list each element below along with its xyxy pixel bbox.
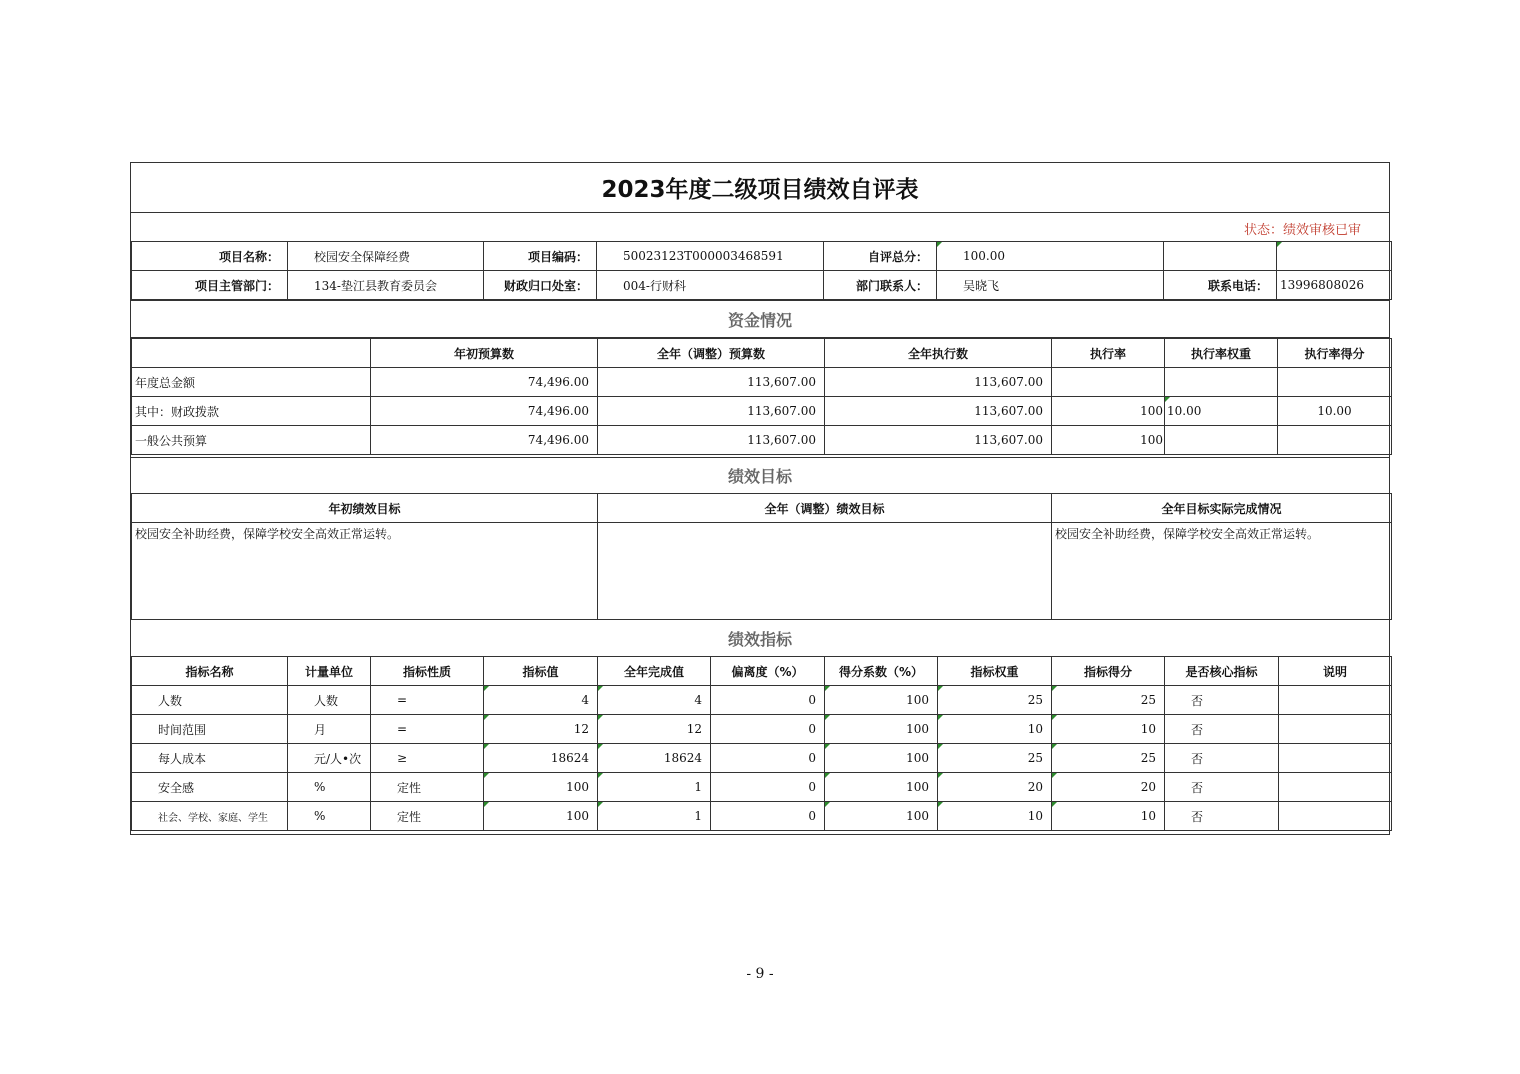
fund-initial: 74,496.00 (371, 397, 598, 426)
indicator-deviation: 0 (711, 715, 825, 744)
info-row-2 (132, 271, 1392, 300)
indicator-target: 100 (484, 773, 598, 802)
dept-label: 项目主管部门： (132, 271, 288, 300)
contact-person: 吴晓飞 (937, 271, 1164, 300)
page-number: - 9 - (746, 966, 774, 982)
fund-initial: 74,496.00 (371, 368, 598, 397)
indicator-weight: 25 (938, 686, 1052, 715)
indicator-unit: 月 (288, 715, 371, 744)
goals-table (131, 493, 1392, 620)
indicator-coefficient: 100 (825, 773, 938, 802)
project-name: 校园安全保障经费 (288, 242, 484, 271)
info-row-1 (132, 242, 1392, 271)
fund-name: 年度总金额 (132, 368, 371, 397)
finance-office: 004-行财科 (597, 271, 824, 300)
indicator-core: 否 (1165, 744, 1279, 773)
indicator-target: 4 (484, 686, 598, 715)
indicator-row (132, 744, 1392, 773)
empty-cell (1277, 242, 1392, 271)
indicator-name: 社会、学校、家庭、学生 (132, 802, 288, 831)
indicator-core: 否 (1165, 715, 1279, 744)
indicator-name: 安全感 (132, 773, 288, 802)
fund-rate (1052, 368, 1165, 397)
col-actual-result: 全年目标实际完成情况 (1052, 494, 1392, 523)
indicator-core: 否 (1165, 802, 1279, 831)
fund-weight (1165, 368, 1278, 397)
indicator-coefficient: 100 (825, 686, 938, 715)
indicator-nature: 定性 (371, 802, 484, 831)
indicators-table (131, 656, 1392, 831)
col-deviation: 偏离度（%） (711, 657, 825, 686)
col-actual: 全年完成值 (598, 657, 711, 686)
indicator-note (1279, 686, 1392, 715)
indicator-weight: 25 (938, 744, 1052, 773)
indicator-target: 12 (484, 715, 598, 744)
indicator-actual: 4 (598, 686, 711, 715)
phone: 13996808026 (1277, 271, 1392, 300)
indicator-name: 人数 (132, 686, 288, 715)
fund-score (1278, 368, 1392, 397)
phone-label: 联系电话： (1164, 271, 1277, 300)
indicator-unit: 人数 (288, 686, 371, 715)
indicator-weight: 20 (938, 773, 1052, 802)
indicator-score: 20 (1052, 773, 1165, 802)
fund-executed: 113,607.00 (825, 426, 1052, 455)
col-exec-score: 执行率得分 (1278, 339, 1392, 368)
funds-table (131, 338, 1392, 455)
col-core: 是否核心指标 (1165, 657, 1279, 686)
empty-cell (132, 339, 371, 368)
fund-name: 其中：财政拨款 (132, 397, 371, 426)
indicator-nature: = (371, 715, 484, 744)
goals-header-row (132, 494, 1392, 523)
fund-initial: 74,496.00 (371, 426, 598, 455)
fund-score (1278, 426, 1392, 455)
funds-row (132, 397, 1392, 426)
col-nature: 指标性质 (371, 657, 484, 686)
fund-rate: 100 (1052, 397, 1165, 426)
indicator-note (1279, 715, 1392, 744)
col-weight: 指标权重 (938, 657, 1052, 686)
fund-adjusted: 113,607.00 (598, 426, 825, 455)
indicator-target: 100 (484, 802, 598, 831)
col-note: 说明 (1279, 657, 1392, 686)
indicator-score: 10 (1052, 715, 1165, 744)
col-target: 指标值 (484, 657, 598, 686)
indicator-deviation: 0 (711, 773, 825, 802)
funds-row (132, 368, 1392, 397)
project-name-label: 项目名称： (132, 242, 288, 271)
sheet-title: 2023年度二级项目绩效自评表 (131, 163, 1389, 213)
indicator-name: 每人成本 (132, 744, 288, 773)
indicator-actual: 1 (598, 773, 711, 802)
fund-weight: 10.00 (1165, 397, 1278, 426)
goals-section-title: 绩效目标 (131, 457, 1389, 494)
col-indicator-name: 指标名称 (132, 657, 288, 686)
col-exec-weight: 执行率权重 (1165, 339, 1278, 368)
indicator-score: 25 (1052, 744, 1165, 773)
contact-label: 部门联系人： (824, 271, 937, 300)
goals-row (132, 523, 1392, 620)
indicator-actual: 1 (598, 802, 711, 831)
indicator-coefficient: 100 (825, 715, 938, 744)
indicator-name: 时间范围 (132, 715, 288, 744)
funds-header-row (132, 339, 1392, 368)
indicator-nature: 定性 (371, 773, 484, 802)
indicator-note (1279, 802, 1392, 831)
indicators-header-row (132, 657, 1392, 686)
fund-executed: 113,607.00 (825, 368, 1052, 397)
col-adjusted-goal: 全年（调整）绩效目标 (598, 494, 1052, 523)
dept: 134-垫江县教育委员会 (288, 271, 484, 300)
evaluation-sheet (130, 162, 1390, 835)
indicator-core: 否 (1165, 773, 1279, 802)
indicator-unit: 元/人•次 (288, 744, 371, 773)
indicator-unit: % (288, 802, 371, 831)
fund-adjusted: 113,607.00 (598, 368, 825, 397)
indicator-row (132, 715, 1392, 744)
adjusted-goal-text (598, 523, 1052, 620)
fund-executed: 113,607.00 (825, 397, 1052, 426)
indicator-deviation: 0 (711, 802, 825, 831)
col-initial-goal: 年初绩效目标 (132, 494, 598, 523)
indicator-coefficient: 100 (825, 802, 938, 831)
empty-cell (1164, 242, 1277, 271)
fund-score: 10.00 (1278, 397, 1392, 426)
score-label: 自评总分： (824, 242, 937, 271)
fund-adjusted: 113,607.00 (598, 397, 825, 426)
indicator-row (132, 686, 1392, 715)
status-text: 状态：绩效审核已审 (1243, 223, 1361, 238)
project-code: 50023123T000003468591 (597, 242, 824, 271)
col-initial-budget: 年初预算数 (371, 339, 598, 368)
initial-goal-text: 校园安全补助经费，保障学校安全高效正常运转。 (132, 523, 598, 620)
fund-weight (1165, 426, 1278, 455)
indicator-coefficient: 100 (825, 744, 938, 773)
indicator-deviation: 0 (711, 744, 825, 773)
indicator-row (132, 802, 1392, 831)
col-adjusted-budget: 全年（调整）预算数 (598, 339, 825, 368)
indicator-nature: ≥ (371, 744, 484, 773)
col-coefficient: 得分系数（%） (825, 657, 938, 686)
indicators-section-title: 绩效指标 (131, 619, 1389, 657)
project-code-label: 项目编码： (484, 242, 597, 271)
indicator-actual: 18624 (598, 744, 711, 773)
info-table (131, 241, 1392, 300)
col-unit: 计量单位 (288, 657, 371, 686)
col-exec-rate: 执行率 (1052, 339, 1165, 368)
col-score: 指标得分 (1052, 657, 1165, 686)
fund-name: 一般公共预算 (132, 426, 371, 455)
indicator-weight: 10 (938, 802, 1052, 831)
indicator-unit: % (288, 773, 371, 802)
actual-result-text: 校园安全补助经费，保障学校安全高效正常运转。 (1052, 523, 1392, 620)
finance-label: 财政归口处室： (484, 271, 597, 300)
indicator-row (132, 773, 1392, 802)
indicator-target: 18624 (484, 744, 598, 773)
fund-rate: 100 (1052, 426, 1165, 455)
indicator-deviation: 0 (711, 686, 825, 715)
indicator-score: 10 (1052, 802, 1165, 831)
indicator-actual: 12 (598, 715, 711, 744)
indicator-weight: 10 (938, 715, 1052, 744)
indicator-score: 25 (1052, 686, 1165, 715)
indicator-core: 否 (1165, 686, 1279, 715)
col-executed: 全年执行数 (825, 339, 1052, 368)
indicator-nature: = (371, 686, 484, 715)
total-score: 100.00 (937, 242, 1164, 271)
indicator-note (1279, 744, 1392, 773)
funds-row (132, 426, 1392, 455)
funds-section-title: 资金情况 (131, 300, 1389, 338)
indicator-note (1279, 773, 1392, 802)
